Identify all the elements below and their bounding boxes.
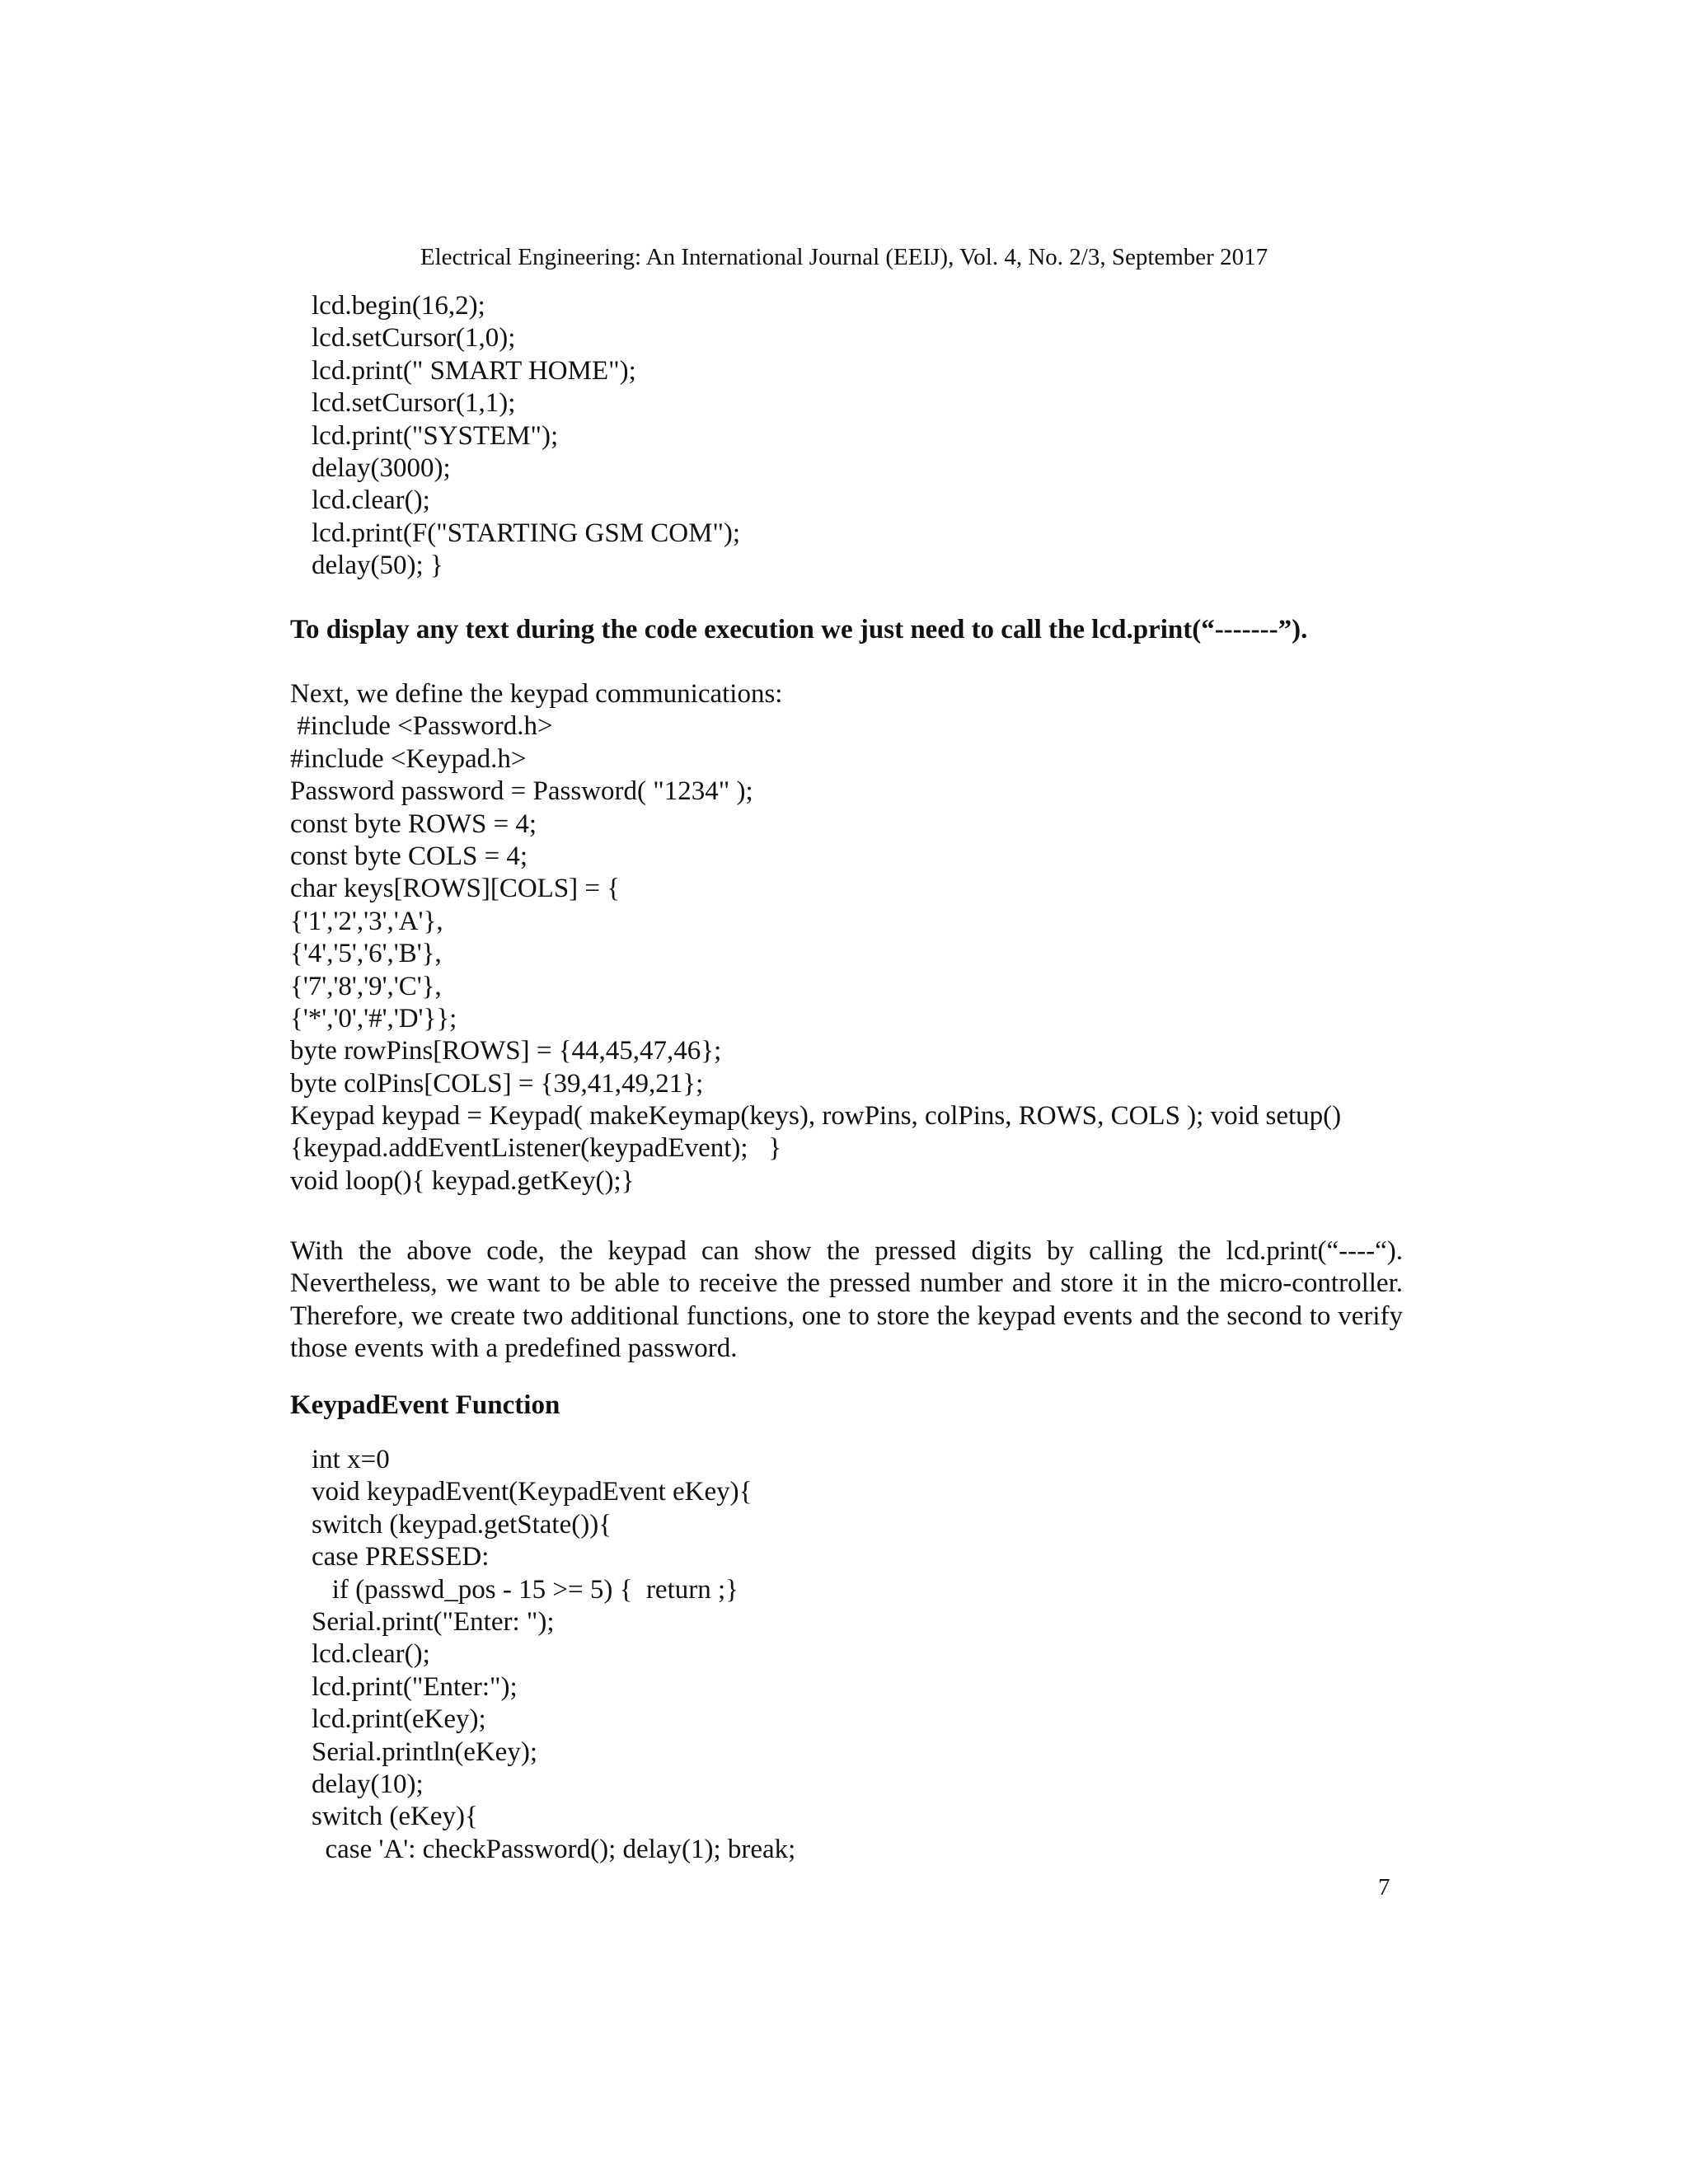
code-line: void keypadEvent(KeypadEvent eKey){ — [312, 1477, 753, 1507]
code-line: Serial.print("Enter: "); — [312, 1606, 555, 1637]
bold-note — [290, 614, 1403, 646]
keypad-intro: Next, we define the keypad communications: — [290, 679, 783, 709]
code-line: switch (eKey){ — [312, 1802, 478, 1832]
code-block-keypad-event — [312, 1444, 1424, 1866]
code-line: {'4','5','6','B'}, — [290, 939, 442, 969]
code-line: lcd.setCursor(1,1); — [312, 388, 516, 419]
section-heading-text: KeypadEvent Function — [290, 1390, 560, 1420]
code-block-lcd-setup — [312, 290, 1424, 583]
code-line: byte colPins[COLS] = {39,41,49,21}; — [290, 1068, 704, 1099]
code-line: Password password = Password( "1234" ); — [290, 776, 753, 807]
code-line: lcd.clear(); — [312, 1639, 430, 1670]
section-heading — [290, 1390, 1403, 1422]
code-line: Serial.println(eKey); — [312, 1736, 537, 1767]
code-line: lcd.print(eKey); — [312, 1704, 486, 1735]
code-line: int x=0 — [312, 1445, 390, 1474]
code-line: delay(10); — [312, 1769, 424, 1799]
code-line: delay(3000); — [312, 452, 451, 483]
code-line: case PRESSED: — [312, 1542, 490, 1572]
code-line: Keypad keypad = Keypad( makeKeymap(keys), rowPins, colPins, ROWS, COLS ); void setup() — [290, 1101, 1342, 1132]
code-line: if (passwd_pos - 15 >= 5) { return ;} — [312, 1574, 738, 1605]
code-line: {'*','0','#','D'}}; — [290, 1003, 457, 1033]
code-line: #include <Keypad.h> — [290, 743, 527, 774]
code-line: const byte ROWS = 4; — [290, 808, 537, 839]
page-number: 7 — [1378, 1874, 1390, 1900]
code-line: byte rowPins[ROWS] = {44,45,47,46}; — [290, 1036, 722, 1066]
code-line: delay(50); } — [312, 551, 443, 581]
code-block-keypad — [290, 678, 1403, 1197]
code-line: case 'A': checkPassword(); delay(1); break; — [312, 1834, 796, 1864]
bold-note-text: To display any text during the code execution we just need to call the lcd.print(“-------”). — [290, 615, 1308, 644]
code-line: lcd.print("SYSTEM"); — [312, 420, 559, 451]
code-line: {'1','2','3','A'}, — [290, 906, 443, 936]
code-line: switch (keypad.getState()){ — [312, 1509, 612, 1540]
code-line: lcd.print(" SMART HOME"); — [312, 355, 636, 386]
code-line: lcd.clear(); — [312, 485, 430, 516]
body-paragraph: With the above code, the keypad can show the pressed digits by calling the lcd.print(“----“). Nevertheless, we want to be able to receive the pressed number and store it in the micro-controller. Therefore, we create two additional functions, one to store the keypad events and the second to verify those events with a predefined password. — [290, 1236, 1403, 1364]
code-line: char keys[ROWS][COLS] = { — [290, 874, 621, 904]
code-line: void loop(){ keypad.getKey();} — [290, 1165, 635, 1196]
code-line: lcd.begin(16,2); — [312, 291, 485, 321]
code-line: lcd.setCursor(1,0); — [312, 323, 516, 354]
code-line: {'7','8','9','C'}, — [290, 971, 442, 1001]
running-header: Electrical Engineering: An International Journal (EEIJ), Vol. 4, No. 2/3, September 2017 — [420, 244, 1268, 270]
code-line: lcd.print(F("STARTING GSM COM"); — [312, 518, 741, 548]
code-line: #include <Password.h> — [290, 711, 553, 742]
code-line: lcd.print("Enter:"); — [312, 1671, 518, 1702]
code-line: {keypad.addEventListener(keypadEvent); } — [290, 1133, 782, 1164]
code-line: const byte COLS = 4; — [290, 841, 528, 871]
